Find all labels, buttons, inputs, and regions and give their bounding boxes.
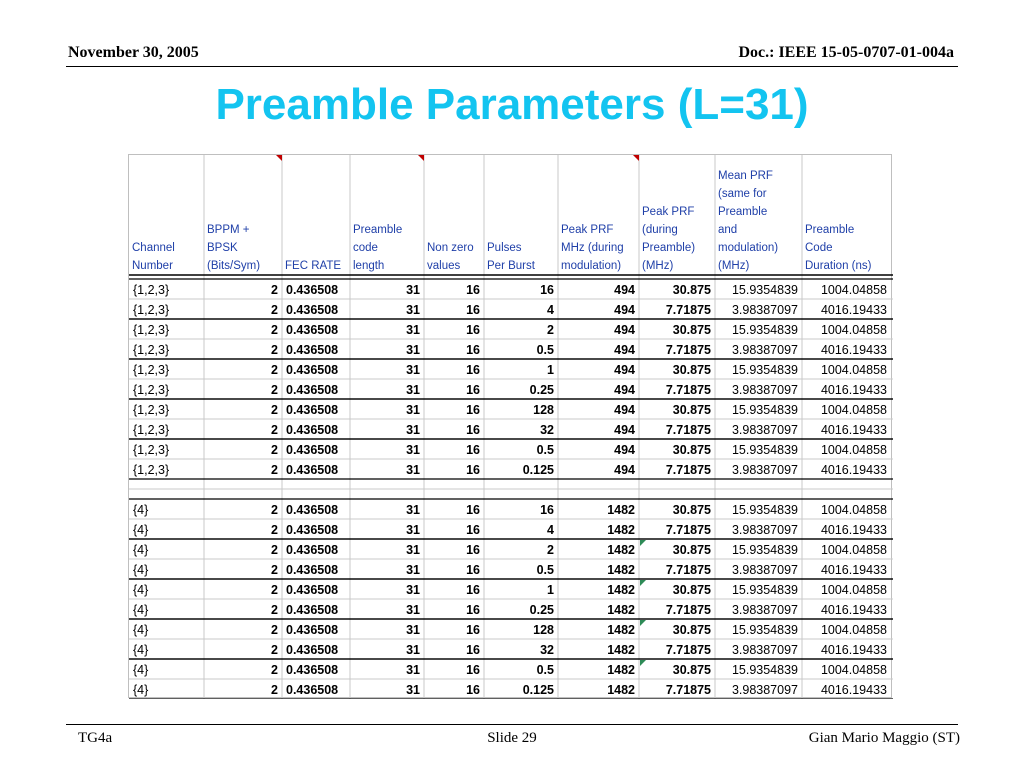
table-cell: 0.436508 bbox=[286, 383, 339, 397]
table-cell: 4016.19433 bbox=[820, 563, 887, 577]
table-cell: 0.436508 bbox=[286, 363, 339, 377]
comment-marker-icon bbox=[633, 155, 639, 161]
table-cell: 0.436508 bbox=[286, 423, 339, 437]
table-cell: 1004.04858 bbox=[820, 623, 887, 637]
slide-title: Preamble Parameters (L=31) bbox=[215, 80, 809, 129]
table-cell: 16 bbox=[466, 523, 480, 537]
table-cell: 494 bbox=[614, 383, 635, 397]
table-cell: {1,2,3} bbox=[133, 363, 170, 377]
table-cell: 0.436508 bbox=[286, 623, 339, 637]
table-cell: 2 bbox=[547, 323, 554, 337]
table-cell: 494 bbox=[614, 443, 635, 457]
table-cell: 0.436508 bbox=[286, 663, 339, 677]
table-cell: 15.9354839 bbox=[731, 403, 798, 417]
table-cell: 16 bbox=[466, 443, 480, 457]
table-cell: 3.98387097 bbox=[731, 303, 798, 317]
table-cell: 16 bbox=[466, 643, 480, 657]
column-header-line: (MHz) bbox=[718, 260, 750, 272]
table-cell: 16 bbox=[466, 303, 480, 317]
table-cell: 494 bbox=[614, 343, 635, 357]
column-header-line: code bbox=[353, 242, 378, 254]
table-cell: 3.98387097 bbox=[731, 683, 798, 697]
table-cell: 4016.19433 bbox=[820, 603, 887, 617]
table-cell: 15.9354839 bbox=[731, 363, 798, 377]
column-header-line: Number bbox=[132, 260, 173, 272]
column-header-line: Preamble bbox=[718, 206, 768, 218]
table-cell: 31 bbox=[406, 403, 420, 417]
table-cell: 16 bbox=[466, 383, 480, 397]
table-cell: 0.436508 bbox=[286, 523, 339, 537]
table-cell: 1482 bbox=[607, 603, 635, 617]
table-cell: 494 bbox=[614, 323, 635, 337]
table-cell: 2 bbox=[271, 383, 278, 397]
table-cell: 15.9354839 bbox=[731, 283, 798, 297]
table-cell: 16 bbox=[466, 623, 480, 637]
parameters-table-grid bbox=[129, 155, 893, 699]
table-cell: 3.98387097 bbox=[731, 603, 798, 617]
table-cell: 32 bbox=[540, 423, 554, 437]
column-header-line: modulation) bbox=[718, 242, 779, 254]
table-cell: {1,2,3} bbox=[133, 343, 170, 357]
comment-marker-icon bbox=[418, 155, 424, 161]
table-cell: 16 bbox=[466, 543, 480, 557]
column-header-line: FEC RATE bbox=[285, 260, 342, 272]
table-cell: 1 bbox=[547, 363, 554, 377]
table-cell: 3.98387097 bbox=[731, 463, 798, 477]
table-cell: {4} bbox=[133, 603, 149, 617]
table-cell: 1004.04858 bbox=[820, 543, 887, 557]
table-cell: {4} bbox=[133, 543, 149, 557]
table-cell: 7.71875 bbox=[665, 343, 711, 357]
table-cell: {1,2,3} bbox=[133, 303, 170, 317]
column-header-line: (Bits/Sym) bbox=[207, 260, 261, 272]
table-cell: 2 bbox=[271, 683, 278, 697]
table-cell: {1,2,3} bbox=[133, 403, 170, 417]
parameters-table bbox=[128, 154, 892, 698]
table-cell: {4} bbox=[133, 683, 149, 697]
table-cell: {4} bbox=[133, 583, 149, 597]
table-cell: 15.9354839 bbox=[731, 663, 798, 677]
table-cell: 2 bbox=[271, 663, 278, 677]
table-cell: 0.5 bbox=[536, 563, 554, 577]
table-cell: 1004.04858 bbox=[820, 323, 887, 337]
table-cell: 3.98387097 bbox=[731, 423, 798, 437]
table-cell: 0.5 bbox=[536, 343, 554, 357]
column-header-line: Mean PRF bbox=[718, 170, 773, 182]
table-cell: 16 bbox=[466, 363, 480, 377]
table-cell: 3.98387097 bbox=[731, 563, 798, 577]
table-cell: 3.98387097 bbox=[731, 643, 798, 657]
table-cell: 15.9354839 bbox=[731, 543, 798, 557]
table-cell: 16 bbox=[466, 563, 480, 577]
table-cell: 3.98387097 bbox=[731, 383, 798, 397]
table-cell: 30.875 bbox=[672, 363, 711, 377]
table-cell: 0.436508 bbox=[286, 323, 339, 337]
table-cell: 2 bbox=[271, 403, 278, 417]
table-cell: 15.9354839 bbox=[731, 503, 798, 517]
table-cell: 2 bbox=[271, 523, 278, 537]
footer-slide-number: Slide 29 bbox=[487, 730, 537, 746]
table-cell: 30.875 bbox=[672, 623, 711, 637]
table-cell: 0.25 bbox=[529, 383, 554, 397]
table-cell: 1004.04858 bbox=[820, 503, 887, 517]
table-cell: 494 bbox=[614, 423, 635, 437]
table-cell: 16 bbox=[466, 603, 480, 617]
table-cell: 494 bbox=[614, 403, 635, 417]
table-cell: 0.436508 bbox=[286, 543, 339, 557]
table-cell: 0.5 bbox=[536, 443, 554, 457]
table-cell: 1482 bbox=[607, 523, 635, 537]
table-cell: 2 bbox=[271, 443, 278, 457]
table-cell: 30.875 bbox=[672, 403, 711, 417]
table-cell: 0.436508 bbox=[286, 343, 339, 357]
table-cell: 128 bbox=[533, 623, 554, 637]
table-cell: 16 bbox=[466, 403, 480, 417]
table-cell: 4016.19433 bbox=[820, 423, 887, 437]
table-cell: 7.71875 bbox=[665, 563, 711, 577]
table-cell: 31 bbox=[406, 423, 420, 437]
table-cell: 1004.04858 bbox=[820, 363, 887, 377]
table-cell: 0.5 bbox=[536, 663, 554, 677]
column-header-line: (MHz) bbox=[642, 260, 674, 272]
column-header-line: BPPM + bbox=[207, 224, 250, 236]
table-cell: 32 bbox=[540, 643, 554, 657]
table-cell: {1,2,3} bbox=[133, 443, 170, 457]
table-cell: 0.436508 bbox=[286, 403, 339, 417]
table-cell: 0.436508 bbox=[286, 563, 339, 577]
table-cell: 16 bbox=[466, 663, 480, 677]
table-cell: 7.71875 bbox=[665, 523, 711, 537]
table-cell: 7.71875 bbox=[665, 303, 711, 317]
table-cell: 2 bbox=[271, 423, 278, 437]
column-header-line: Preamble bbox=[353, 224, 403, 236]
table-cell: 31 bbox=[406, 283, 420, 297]
table-cell: 30.875 bbox=[672, 443, 711, 457]
table-cell: {4} bbox=[133, 623, 149, 637]
table-cell: 2 bbox=[271, 303, 278, 317]
table-cell: 2 bbox=[271, 503, 278, 517]
table-cell: {1,2,3} bbox=[133, 283, 170, 297]
table-cell: 2 bbox=[271, 283, 278, 297]
column-header-line: Channel bbox=[132, 242, 175, 254]
table-cell: 31 bbox=[406, 683, 420, 697]
table-cell: 2 bbox=[271, 363, 278, 377]
table-cell: {4} bbox=[133, 523, 149, 537]
table-cell: 7.71875 bbox=[665, 463, 711, 477]
table-cell: 30.875 bbox=[672, 323, 711, 337]
table-cell: 15.9354839 bbox=[731, 443, 798, 457]
note-marker-icon bbox=[640, 660, 646, 666]
table-cell: 1004.04858 bbox=[820, 443, 887, 457]
table-cell: 4016.19433 bbox=[820, 523, 887, 537]
table-cell: 31 bbox=[406, 663, 420, 677]
table-cell: 0.436508 bbox=[286, 303, 339, 317]
table-cell: 128 bbox=[533, 403, 554, 417]
table-cell: 31 bbox=[406, 583, 420, 597]
table-cell: 1004.04858 bbox=[820, 283, 887, 297]
column-header-line: Per Burst bbox=[487, 260, 535, 272]
table-cell: 0.436508 bbox=[286, 643, 339, 657]
column-header-line: Peak PRF bbox=[561, 224, 614, 236]
comment-marker-icon bbox=[276, 155, 282, 161]
note-marker-icon bbox=[640, 540, 646, 546]
table-cell: 4 bbox=[547, 303, 554, 317]
column-header-line: values bbox=[427, 260, 461, 272]
table-cell: 30.875 bbox=[672, 583, 711, 597]
header-rule bbox=[66, 66, 958, 67]
column-header-line: Duration (ns) bbox=[805, 260, 872, 272]
table-cell: {1,2,3} bbox=[133, 323, 170, 337]
column-header-line: Pulses bbox=[487, 242, 522, 254]
table-cell: {1,2,3} bbox=[133, 423, 170, 437]
table-cell: 7.71875 bbox=[665, 423, 711, 437]
table-cell: 4016.19433 bbox=[820, 463, 887, 477]
table-cell: 2 bbox=[271, 343, 278, 357]
table-cell: {4} bbox=[133, 663, 149, 677]
table-cell: 7.71875 bbox=[665, 383, 711, 397]
table-cell: 0.25 bbox=[529, 603, 554, 617]
table-cell: 0.436508 bbox=[286, 683, 339, 697]
table-cell: 0.436508 bbox=[286, 443, 339, 457]
table-cell: 4016.19433 bbox=[820, 303, 887, 317]
table-cell: 0.436508 bbox=[286, 603, 339, 617]
table-cell: 31 bbox=[406, 443, 420, 457]
column-header-line: Peak PRF bbox=[642, 206, 695, 218]
table-cell: 1482 bbox=[607, 503, 635, 517]
footer-rule bbox=[66, 724, 958, 725]
table-cell: 0.436508 bbox=[286, 503, 339, 517]
note-marker-icon bbox=[640, 620, 646, 626]
table-cell: 494 bbox=[614, 463, 635, 477]
column-header-line: modulation) bbox=[561, 260, 622, 272]
footer-author: Gian Mario Maggio (ST) bbox=[808, 730, 960, 746]
table-cell: 1004.04858 bbox=[820, 583, 887, 597]
table-cell: 2 bbox=[271, 543, 278, 557]
table-cell: 1482 bbox=[607, 683, 635, 697]
table-cell: 16 bbox=[466, 423, 480, 437]
table-cell: 31 bbox=[406, 643, 420, 657]
table-cell: 4016.19433 bbox=[820, 383, 887, 397]
table-cell: 7.71875 bbox=[665, 643, 711, 657]
table-cell: 2 bbox=[271, 603, 278, 617]
table-cell: 15.9354839 bbox=[731, 623, 798, 637]
table-cell: 2 bbox=[271, 463, 278, 477]
table-cell: 15.9354839 bbox=[731, 323, 798, 337]
table-cell: 1004.04858 bbox=[820, 403, 887, 417]
column-header-line: and bbox=[718, 224, 738, 236]
table-cell: 15.9354839 bbox=[731, 583, 798, 597]
table-cell: 2 bbox=[547, 543, 554, 557]
table-cell: 0.436508 bbox=[286, 283, 339, 297]
column-header-line: Non zero bbox=[427, 242, 474, 254]
note-marker-icon bbox=[640, 580, 646, 586]
table-cell: {1,2,3} bbox=[133, 463, 170, 477]
table-cell: {1,2,3} bbox=[133, 383, 170, 397]
table-cell: 3.98387097 bbox=[731, 343, 798, 357]
column-header-line: length bbox=[353, 260, 385, 272]
table-cell: 30.875 bbox=[672, 543, 711, 557]
table-cell: 2 bbox=[271, 623, 278, 637]
table-cell: 7.71875 bbox=[665, 603, 711, 617]
table-cell: 31 bbox=[406, 603, 420, 617]
table-cell: 7.71875 bbox=[665, 683, 711, 697]
column-header-line: (same for bbox=[718, 188, 767, 200]
table-cell: 4016.19433 bbox=[820, 343, 887, 357]
table-cell: 16 bbox=[540, 503, 554, 517]
table-cell: 30.875 bbox=[672, 283, 711, 297]
table-cell: 1482 bbox=[607, 623, 635, 637]
table-cell: 31 bbox=[406, 343, 420, 357]
footer-group: TG4a bbox=[78, 730, 113, 746]
table-cell: 0.125 bbox=[522, 683, 554, 697]
table-cell: 16 bbox=[466, 283, 480, 297]
table-cell: 1 bbox=[547, 583, 554, 597]
column-header-line: (during bbox=[642, 224, 678, 236]
table-cell: 1482 bbox=[607, 583, 635, 597]
table-cell: 31 bbox=[406, 503, 420, 517]
column-header-line: Code bbox=[805, 242, 833, 254]
table-cell: 16 bbox=[466, 323, 480, 337]
table-cell: 0.436508 bbox=[286, 583, 339, 597]
table-cell: 1482 bbox=[607, 543, 635, 557]
table-cell: 16 bbox=[466, 503, 480, 517]
table-cell: 16 bbox=[466, 463, 480, 477]
table-cell: 31 bbox=[406, 563, 420, 577]
table-cell: 1482 bbox=[607, 643, 635, 657]
table-cell: 1004.04858 bbox=[820, 663, 887, 677]
table-cell: 0.125 bbox=[522, 463, 554, 477]
table-cell: 3.98387097 bbox=[731, 523, 798, 537]
table-cell: 494 bbox=[614, 283, 635, 297]
table-cell: 31 bbox=[406, 523, 420, 537]
header-doc-id: Doc.: IEEE 15-05-0707-01-004a bbox=[738, 44, 954, 61]
column-header-line: BPSK bbox=[207, 242, 238, 254]
table-cell: 1482 bbox=[607, 663, 635, 677]
column-header-line: MHz (during bbox=[561, 242, 624, 254]
table-cell: 30.875 bbox=[672, 663, 711, 677]
table-cell: 31 bbox=[406, 323, 420, 337]
table-cell: 31 bbox=[406, 543, 420, 557]
table-cell: 31 bbox=[406, 363, 420, 377]
table-cell: 16 bbox=[466, 683, 480, 697]
table-cell: 31 bbox=[406, 623, 420, 637]
table-cell: 16 bbox=[466, 343, 480, 357]
column-header-line: Preamble bbox=[805, 224, 855, 236]
table-cell: 4016.19433 bbox=[820, 643, 887, 657]
table-cell: 2 bbox=[271, 583, 278, 597]
table-cell: {4} bbox=[133, 643, 149, 657]
table-cell: 494 bbox=[614, 303, 635, 317]
table-cell: 31 bbox=[406, 303, 420, 317]
table-cell: 31 bbox=[406, 463, 420, 477]
table-cell: {4} bbox=[133, 563, 149, 577]
table-cell: 4 bbox=[547, 523, 554, 537]
table-cell: 16 bbox=[466, 583, 480, 597]
table-cell: 4016.19433 bbox=[820, 683, 887, 697]
table-cell: {4} bbox=[133, 503, 149, 517]
column-header-line: Preamble) bbox=[642, 242, 696, 254]
table-cell: 30.875 bbox=[672, 503, 711, 517]
table-cell: 31 bbox=[406, 383, 420, 397]
table-cell: 2 bbox=[271, 643, 278, 657]
table-cell: 494 bbox=[614, 363, 635, 377]
table-cell: 16 bbox=[540, 283, 554, 297]
table-cell: 1482 bbox=[607, 563, 635, 577]
table-cell: 2 bbox=[271, 323, 278, 337]
table-cell: 0.436508 bbox=[286, 463, 339, 477]
table-cell: 2 bbox=[271, 563, 278, 577]
header-date: November 30, 2005 bbox=[68, 44, 199, 61]
